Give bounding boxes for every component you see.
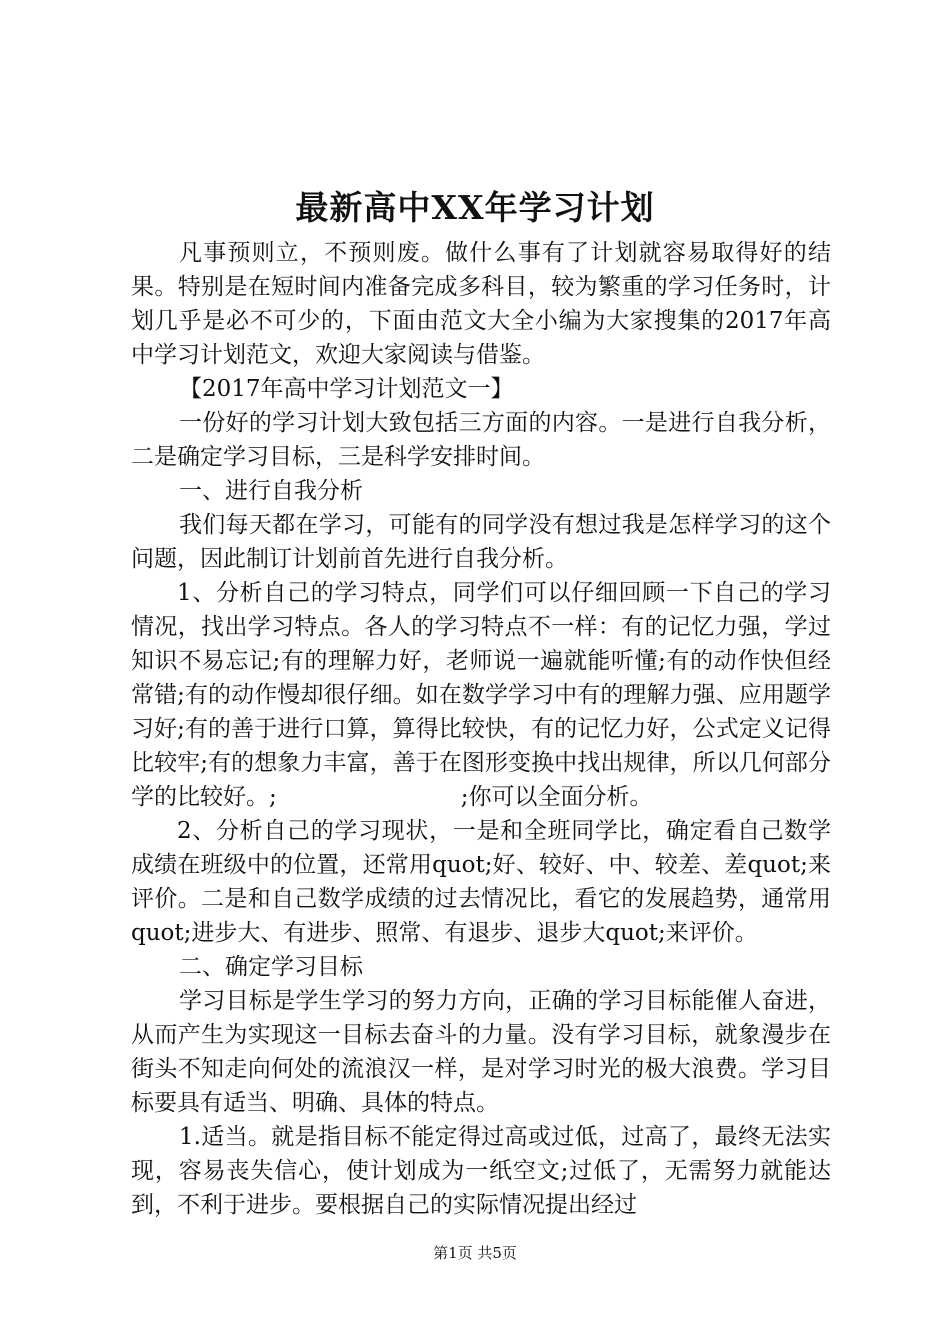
document-title: 最新高中XX年学习计划 (295, 188, 655, 227)
section-heading: 【2017年高中学习计划范文一】 (179, 376, 514, 402)
section-heading: 二、确定学习目标 (179, 954, 363, 980)
section-heading: 一、进行自我分析 (179, 478, 363, 504)
paragraph: 凡事预则立，不预则废。做什么事有了计划就容易取得好的结果。特别是在短时间内准备完成多科目，较为繁重的学习任务时，计划几乎是必不可少的，下面由范文大全小编为大家搜集的2017年高中学习计划范文，欢迎大家阅读与借鉴。 (131, 240, 831, 368)
document-body (131, 236, 831, 1222)
paragraph: 我们每天都在学习，可能有的同学没有想过我是怎样学习的这个问题，因此制订计划前首先进行自我分析。 (131, 512, 831, 572)
paragraph: 学习目标是学生学习的努力方向，正确的学习目标能催人奋进，从而产生为实现这一目标去奋斗的力量。没有学习目标，就象漫步在街头不知走向何处的流浪汉一样，是对学习时光的极大浪费。学习目标要具有适当、明确、具体的特点。 (131, 988, 831, 1116)
page-footer: 第1页 共5页 (433, 1244, 517, 1262)
paragraph: 2、分析自己的学习现状，一是和全班同学比，确定看自己数学成绩在班级中的位置，还常用quot;好、较好、中、较差、差quot;来评价。二是和自己数学成绩的过去情况比，看它的发展趋势，通常用quot;进步大、有进步、照常、有退步、退步大quot;来评价。 (131, 818, 831, 946)
paragraph: 一份好的学习计划大致包括三方面的内容。一是进行自我分析，二是确定学习目标，三是科学安排时间。 (131, 410, 831, 470)
paragraph: 1、分析自己的学习特点，同学们可以仔细回顾一下自己的学习情况，找出学习特点。各人的学习特点不一样：有的记忆力强，学过知识不易忘记;有的理解力好，老师说一遍就能听懂;有的动作快但经常错;有的动作慢却很仔细。如在数学学习中有的理解力强、应用题学习好;有的善于进行口算，算得比较快，有的记忆力好，公式定义记得比较牢;有的想象力丰富，善于在图形变换中找出规律，所以几何部分学的比较好。; ;你可以全面分析。 (131, 580, 831, 810)
paragraph: 1.适当。就是指目标不能定得过高或过低，过高了，最终无法实现，容易丧失信心，使计划成为一纸空文;过低了，无需努力就能达到，不利于进步。要根据自己的实际情况提出经过 (131, 1124, 831, 1218)
